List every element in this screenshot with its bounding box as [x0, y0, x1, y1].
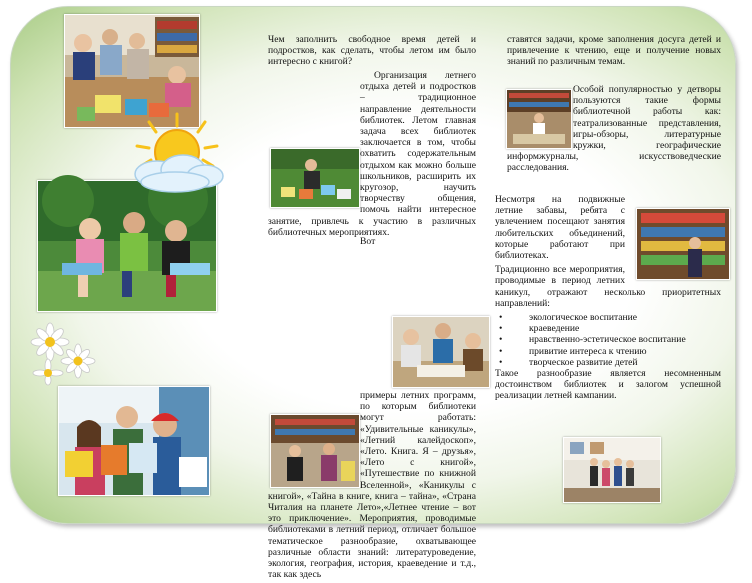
- daisy-icon: [28, 322, 98, 384]
- photo-group-library: [563, 437, 661, 503]
- directions-list: [495, 312, 721, 368]
- photo-children-reading-table: [64, 14, 200, 128]
- list-item: • привитие интереса к чтению: [495, 346, 721, 357]
- programs-block: [268, 236, 476, 583]
- sun-icon: [127, 112, 227, 194]
- intro-question: Чем заполнить свободное время детей и подростков, как сделать, чтобы летом им было интересно с книгой?: [268, 34, 476, 68]
- wrap-spacer: [268, 146, 360, 208]
- list-item: • нравственно-эстетическое воспитание: [495, 334, 721, 345]
- wrap-spacer: [268, 408, 360, 484]
- wrap-spacer: [380, 316, 476, 390]
- list-item: • краеведение: [495, 323, 721, 334]
- text-column-1-body: [268, 70, 476, 241]
- directions-paragraph: Традиционно все мероприятия, проводимые в период летних каникул, отражают несколько приоритетных направлений:: [495, 264, 721, 309]
- list-item: • творческое развитие детей: [495, 357, 721, 368]
- forms-paragraph: Особой популярностью у детворы пользуются такие формы библиотечной работы как: театрализованные представления, игры-обзоры, литературные кружки, географические информжурналы, искусствоведческие расследования.: [507, 84, 721, 174]
- programs-paragraph: Вот примеры летних программ, по которым библиотеки могут работать: «Удивительные каникулы», «Летний калейдоскоп», «Лето. Книга. Я – друзья», «Лето с книгой», «Путешествие по книжной Вселенной», «Каникулы с книгой», «Тайна в книге, книга – тайна», «Страна Читалия на планете Лето»,«Летнее чтение – вот это приключение». Мероприятия, проводимые библиотеками в летний период, отличает большое тематическое разнообразие, охватывающее различные области знаний: литературоведение, экология, география, история, краеведение и т.д., так как здесь: [268, 236, 476, 581]
- photo-children-with-books-window: [58, 386, 210, 496]
- text-column-2: [507, 34, 721, 71]
- wrap-spacer: [507, 88, 573, 150]
- clubs-paragraph: Несмотря на подвижные летние забавы, ребята с увлечением посещают занятия любительских объединений, которые работают при библиотеках.: [495, 194, 625, 262]
- forms-block: [507, 84, 721, 177]
- text-column-1: [268, 34, 476, 71]
- list-item: • экологическое воспитание: [495, 312, 721, 323]
- clubs-block: [495, 194, 721, 405]
- organization-paragraph: [268, 70, 476, 238]
- wrap-spacer: [625, 206, 721, 280]
- organization-text: Организация летнего отдыха детей и подростков – традиционное направление деятельности библиотек. Летом главная задача всех библиотек заключается в том, чтобы охватить содержательным отдыхом как можно больше школьников, расширить их кругозор, научить творчеству общения, помочь найти интересное занятие, привлечь к участию в различных библиотечных мероприятиях.: [268, 70, 476, 238]
- conclusion-paragraph: Такое разнообразие является несомненным достоинством библиотек и залогом успешной реализации летней кампании.: [495, 368, 721, 402]
- photo-children-outdoors-books: [37, 180, 217, 312]
- tasks-paragraph: ставятся задачи, кроме заполнения досуга детей и привлечение к чтению, еще и получение новых знаний по различным темам.: [507, 34, 721, 68]
